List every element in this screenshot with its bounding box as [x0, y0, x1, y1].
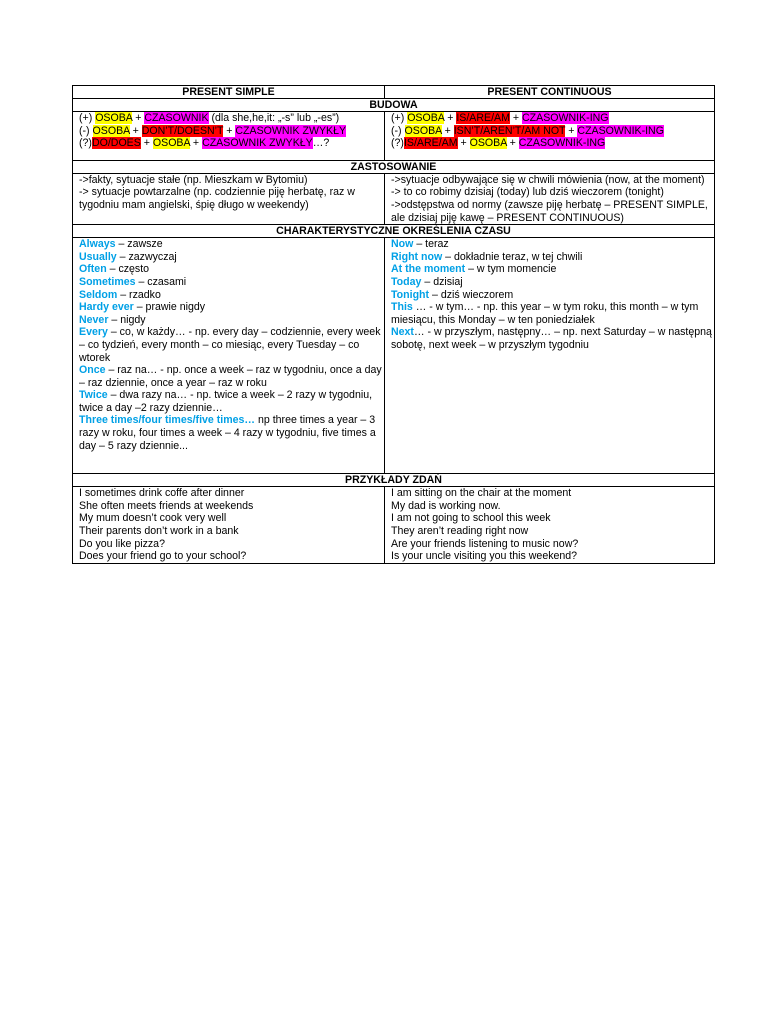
time-expression-item — [79, 314, 382, 327]
time-expression-item — [391, 289, 712, 302]
przyklady-row — [73, 487, 715, 564]
time-expression-item — [391, 301, 712, 326]
formula-text: + — [129, 124, 142, 137]
formula-highlight-magenta: CZASOWNIK-ING — [522, 112, 609, 124]
header-present-continuous: PRESENT CONTINUOUS — [385, 86, 715, 99]
time-keyword: Three times/four times/five times… — [79, 414, 256, 427]
time-translation: … - w tym… - np. this year – w tym roku, this month – w tym miesiącu, this Monday – w ten poniedziałek — [391, 301, 699, 326]
example-sentence: Is your uncle visiting you this weekend? — [391, 550, 578, 563]
przyklady-right-cell — [385, 487, 715, 564]
example-sentence: Do you like pizza? — [79, 537, 165, 550]
formula-line-negative — [391, 125, 712, 138]
section-row-okreslenia — [73, 225, 715, 238]
time-keyword: Usually — [79, 250, 117, 263]
time-translation: – prawie nigdy — [133, 301, 206, 314]
budowa-right-cell — [385, 112, 715, 161]
example-sentence: Does your friend go to your school? — [79, 550, 247, 563]
example-sentence: Are your friends listening to music now? — [391, 537, 579, 550]
formula-highlight-yellow: OSOBA — [469, 137, 507, 150]
time-keyword: Twice — [79, 389, 108, 402]
usage-line: ->fakty, sytuacje stałe (np. Mieszkam w Bytomiu) — [79, 173, 308, 186]
time-translation: – dwa razy na… - np. twice a week – 2 razy w tygodniu, twice a day –2 razy dziennie… — [79, 389, 373, 414]
formula-highlight-magenta: CZASOWNIK-ING — [577, 124, 664, 137]
usage-line: ->sytuacje odbywające się w chwili mówienia (now, at the moment) — [391, 173, 705, 186]
okreslenia-left-cell — [73, 238, 385, 474]
time-expression-item — [391, 238, 712, 251]
zastosowanie-row — [73, 173, 715, 224]
time-expression-item — [79, 301, 382, 314]
formula-text: (-) — [391, 124, 405, 137]
time-keyword: Today — [391, 275, 422, 288]
formula-text: …? — [312, 137, 330, 150]
formula-line-negative — [79, 125, 382, 138]
time-translation: – często — [106, 263, 150, 276]
usage-line: -> to co robimy dzisiaj (today) lub dziś wieczorem (tonight) — [391, 186, 664, 199]
time-expression-item — [391, 263, 712, 276]
formula-text: + — [506, 137, 519, 150]
budowa-left-cell — [73, 112, 385, 161]
tense-comparison-table — [72, 85, 715, 564]
formula-highlight-red: IS/ARE/AM — [403, 137, 458, 150]
time-keyword: Seldom — [79, 288, 118, 301]
time-keyword: This — [391, 301, 413, 314]
formula-line-question — [391, 137, 712, 150]
formula-text: + — [140, 137, 153, 150]
time-keyword: Always — [79, 238, 116, 251]
time-expression-item — [79, 276, 382, 289]
time-expression-item — [79, 389, 382, 414]
time-translation: – co, w każdy… - np. every day – codziennie, every week – co tydzień, every month – co miesiąc, every Tuesday – co wtorek — [79, 326, 381, 364]
zastosowanie-left-cell — [73, 173, 385, 224]
formula-text: + — [441, 124, 454, 137]
time-translation: – w tym momencie — [465, 263, 557, 276]
formula-text: (dla she,he,it: „-s” lub „-es”) — [208, 112, 340, 124]
time-translation: – dzisiaj — [421, 275, 463, 288]
formula-highlight-red: DON’T/DOESN’T — [141, 124, 224, 137]
time-translation: – nigdy — [108, 313, 146, 326]
example-sentence: My mum doesn’t cook very well — [79, 512, 227, 525]
time-keyword: Right now — [391, 250, 443, 263]
usage-line: -> sytuacje powtarzalne (np. codziennie piję herbatę, raz w tygodniu mam angielski, śpię długo w weekendy) — [79, 186, 355, 211]
formula-text: (-) — [79, 124, 93, 137]
section-title-przyklady: PRZYKŁADY ZDAŃ — [73, 474, 715, 487]
time-keyword: Every — [79, 326, 108, 339]
time-keyword: Once — [79, 364, 106, 377]
time-keyword: Tonight — [391, 288, 430, 301]
example-sentence: I am not going to school this week — [391, 512, 551, 525]
time-expression-item — [79, 414, 382, 452]
time-keyword: Now — [391, 238, 414, 251]
usage-line: ->odstępstwa od normy (zawsze piję herbatę – PRESENT SIMPLE, ale dzisiaj piję kawę – PRESENT CONTINUOUS) — [391, 198, 708, 224]
section-row-przyklady — [73, 474, 715, 487]
formula-line-positive — [79, 112, 382, 125]
formula-text: + — [223, 124, 236, 137]
example-sentence: Their parents don’t work in a bank — [79, 525, 239, 538]
formula-line-positive — [391, 112, 712, 125]
time-keyword: Next — [391, 326, 414, 339]
time-translation: – czasami — [135, 275, 187, 288]
time-expression-item — [79, 364, 382, 389]
time-keyword: At the moment — [391, 263, 466, 276]
time-expression-item — [79, 251, 382, 264]
formula-highlight-magenta: CZASOWNIK ZWYKŁY — [202, 137, 313, 150]
section-title-okreslenia: CHARAKTERYSTYCZNE OKREŚLENIA CZASU — [73, 225, 715, 238]
formula-text: + — [444, 112, 457, 124]
time-translation: – teraz — [413, 238, 449, 251]
formula-highlight-yellow: OSOBA — [95, 112, 133, 124]
header-row — [73, 86, 715, 99]
example-sentence: I sometimes drink coffe after dinner — [79, 487, 245, 500]
formula-text: (+) — [79, 112, 96, 124]
time-expression-item — [391, 326, 712, 351]
section-title-budowa: BUDOWA — [73, 99, 715, 112]
formula-highlight-red: ISN’T/AREN’T/AM NOT — [453, 124, 566, 137]
formula-text: (+) — [391, 112, 408, 124]
formula-highlight-magenta: CZASOWNIK-ING — [518, 137, 606, 150]
formula-text: + — [509, 112, 523, 124]
time-translation: – dokładnie teraz, w tej chwili — [442, 250, 583, 263]
time-translation: – zawsze — [115, 238, 163, 251]
time-translation: – rzadko — [117, 288, 161, 301]
header-present-simple: PRESENT SIMPLE — [73, 86, 385, 99]
formula-highlight-yellow: OSOBA — [407, 112, 445, 124]
okreslenia-right-cell — [385, 238, 715, 474]
example-sentence: I am sitting on the chair at the moment — [391, 487, 572, 500]
time-expression-item — [79, 238, 382, 251]
example-sentence: They aren’t reading right now — [391, 525, 529, 538]
grammar-table-document — [72, 85, 714, 564]
formula-highlight-magenta: CZASOWNIK ZWYKŁY — [235, 124, 347, 137]
formula-highlight-yellow: OSOBA — [92, 124, 130, 137]
time-expression-item — [79, 263, 382, 276]
budowa-row — [73, 112, 715, 161]
time-expression-item — [79, 289, 382, 302]
formula-text: + — [565, 124, 578, 137]
formula-line-question — [79, 137, 382, 150]
time-expression-item — [391, 251, 712, 264]
section-row-budowa — [73, 99, 715, 112]
formula-text: + — [132, 112, 145, 124]
formula-text: (?) — [79, 137, 92, 150]
formula-text: (?) — [391, 137, 404, 150]
formula-text: + — [189, 137, 203, 150]
time-keyword: Often — [79, 263, 107, 276]
time-expression-item — [79, 326, 382, 364]
formula-highlight-magenta: CZASOWNIK — [144, 112, 209, 124]
formula-highlight-red: DO/DOES — [91, 137, 141, 150]
time-translation: – zazwyczaj — [116, 250, 177, 263]
formula-highlight-yellow: OSOBA — [404, 124, 442, 137]
przyklady-left-cell — [73, 487, 385, 564]
formula-highlight-red: IS/ARE/AM — [456, 112, 510, 124]
example-sentence: She often meets friends at weekends — [79, 499, 254, 512]
time-expression-item — [391, 276, 712, 289]
formula-text: + — [457, 137, 470, 150]
okreslenia-row — [73, 238, 715, 474]
time-keyword: Never — [79, 313, 109, 326]
zastosowanie-right-cell — [385, 173, 715, 224]
time-translation: – raz na… - np. once a week – raz w tygodniu, once a day – raz dziennie, once a year – raz w roku — [79, 364, 382, 389]
example-sentence: My dad is working now. — [391, 499, 501, 512]
time-translation: np three times a year – 3 razy w roku, four times a week – 4 razy w tygodniu, five times a day – 5 razy dziennie... — [79, 414, 376, 452]
time-keyword: Sometimes — [79, 275, 136, 288]
formula-highlight-yellow: OSOBA — [152, 137, 190, 150]
section-row-zastosowanie — [73, 160, 715, 173]
time-translation: – dziś wieczorem — [429, 288, 514, 301]
section-title-zastosowanie: ZASTOSOWANIE — [73, 160, 715, 173]
time-keyword: Hardy ever — [79, 301, 134, 314]
time-translation: … - w przyszłym, następny… – np. next Saturday – w następną sobotę, next week – w przyszłym tygodniu — [391, 326, 712, 351]
